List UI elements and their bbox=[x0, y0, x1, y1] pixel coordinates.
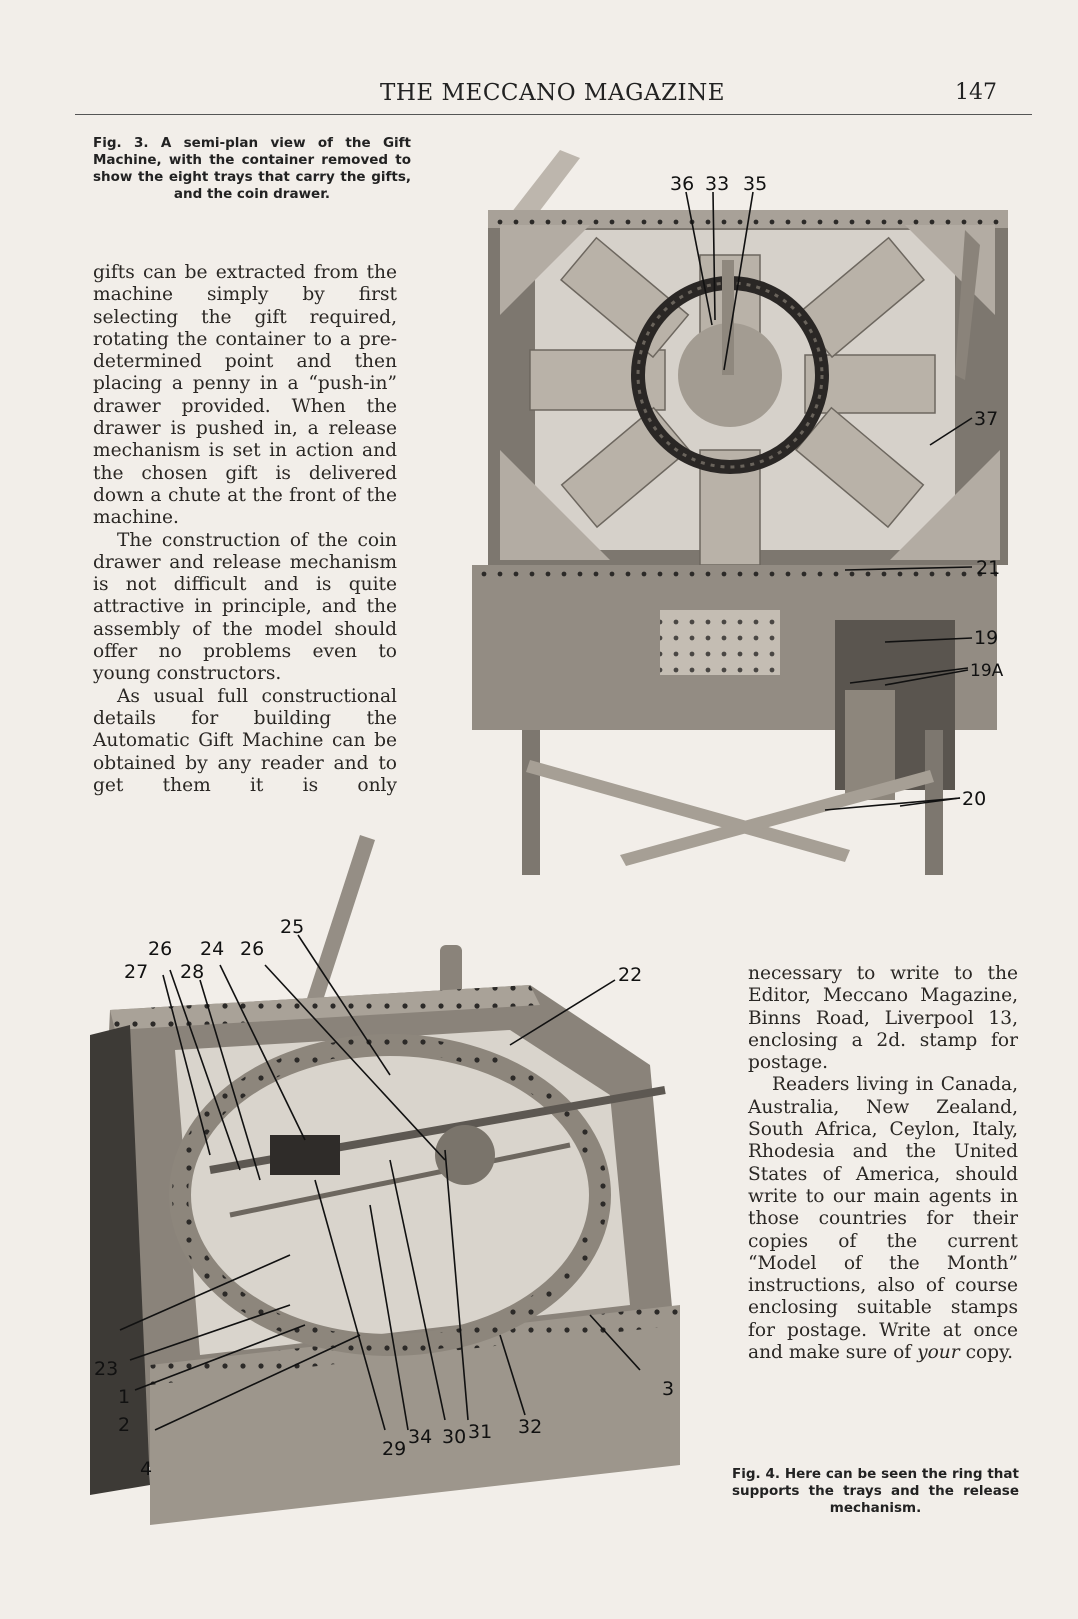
fig4-callout-28: 28 bbox=[180, 961, 205, 983]
left-paragraph-2: The construction of the coin drawer and release mechanism is not difficult and is quite attractive in principle, and the assembly of the model should offer no problems even to young constructors. bbox=[93, 529, 397, 685]
right-paragraph-2-emphasis: your bbox=[917, 1342, 960, 1364]
fig4-callout-30: 30 bbox=[442, 1426, 467, 1448]
fig3-callout-35: 35 bbox=[743, 173, 768, 195]
page-number: 147 bbox=[955, 80, 997, 105]
fig3-callout-36: 36 bbox=[670, 173, 695, 195]
header-rule bbox=[75, 114, 1032, 115]
right-paragraph-2-end: copy. bbox=[965, 1342, 1014, 1364]
fig4-callout-26-left: 26 bbox=[148, 938, 173, 960]
right-column-text bbox=[748, 963, 1018, 1364]
fig4-callout-34: 34 bbox=[408, 1426, 433, 1448]
fig4-callout-23: 23 bbox=[94, 1358, 119, 1380]
running-header-title: THE MECCANO MAGAZINE bbox=[380, 80, 726, 106]
fig3-callout-37: 37 bbox=[974, 408, 999, 430]
fig4-callout-1: 1 bbox=[118, 1386, 131, 1408]
fig3-callout-19: 19 bbox=[974, 627, 999, 649]
fig3-caption: Fig. 3. A semi-plan view of the Gift Machine, with the container removed to show the eight trays that carry the gifts, and the coin drawer. bbox=[93, 135, 411, 202]
right-paragraph-2 bbox=[748, 1074, 1018, 1364]
fig4-callout-25: 25 bbox=[280, 916, 305, 938]
fig3-photo bbox=[460, 150, 1020, 875]
fig4-callout-3: 3 bbox=[662, 1378, 675, 1400]
fig3-callout-19a: 19A bbox=[970, 661, 1004, 681]
fig4-callout-32: 32 bbox=[518, 1416, 543, 1438]
left-column-text bbox=[93, 262, 397, 797]
fig3-callout-21: 21 bbox=[976, 557, 1001, 579]
fig4-callout-27: 27 bbox=[124, 961, 149, 983]
fig4-callout-26-right: 26 bbox=[240, 938, 265, 960]
fig4-callout-4: 4 bbox=[140, 1458, 153, 1480]
fig4-callout-24: 24 bbox=[200, 938, 225, 960]
fig4-callout-2: 2 bbox=[118, 1414, 131, 1436]
left-paragraph-3: As usual full constructional details for building the Automatic Gift Machine can be obtained by any reader and to get them it is only bbox=[93, 685, 397, 796]
right-paragraph-1: necessary to write to the Editor, Meccano Magazine, Binns Road, Liverpool 13, enclosing a 2d. stamp for postage. bbox=[748, 963, 1018, 1074]
right-paragraph-2-text: Readers living in Canada, Australia, New Zealand, South Africa, Ceylon, Italy, Rhodesia and the United States of America, should write to our main agents in those countries for their copies of the current “Model of the Month” instructions, also of course enclosing suitable stamps for postage. Write at once and make sure of bbox=[748, 1074, 1018, 1364]
fig3-callout-33: 33 bbox=[705, 173, 730, 195]
fig4-callout-22: 22 bbox=[618, 964, 643, 986]
fig4-callout-29: 29 bbox=[382, 1438, 407, 1460]
fig4-callout-31: 31 bbox=[468, 1421, 493, 1443]
fig3-callout-20: 20 bbox=[962, 788, 987, 810]
left-paragraph-1: gifts can be extracted from the machine simply by first selecting the gift required, rotating the container to a pre-determined point and then placing a penny in a “push-in” drawer provided. When the drawer is pushed in, a release mechanism is set in action and the chosen gift is delivered down a chute at the front of the machine. bbox=[93, 262, 397, 529]
fig4-caption: Fig. 4. Here can be seen the ring that supports the trays and the release mechanism. bbox=[732, 1466, 1019, 1516]
fig4-photo bbox=[90, 835, 710, 1525]
